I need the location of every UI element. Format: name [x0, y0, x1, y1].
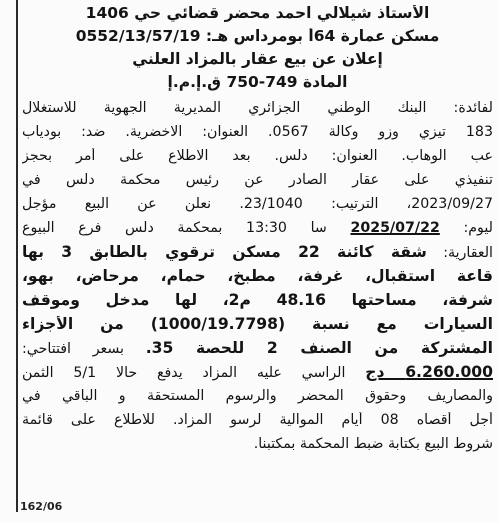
- body-line-15: شروط البيع بكتابة ضبط المحكمة بمكتبنا.: [253, 436, 493, 452]
- body-line-14: أجل أقصاه 08 أيام الموالية لرسو المزاد. للاطلاع على قائمة: [22, 412, 493, 428]
- body-line-5: 2023/09/27، الترتيب: 23/1040. نعلن عن البيع مؤجل: [22, 196, 493, 212]
- sale-time-court: سا 13:30 بمحكمة دلس فرع البيوع: [22, 220, 351, 236]
- body-line-10: السيارات مع نسبة (1000/19.7798) من الأجزاء: [22, 316, 493, 333]
- opening-price-label: بسعر افتتاحي:: [22, 341, 146, 357]
- payment-terms: الراسي عليه المزاد يدفع حالا 5/1 الثمن: [22, 365, 366, 381]
- opening-price: 6.260.000 دج: [365, 364, 493, 381]
- body-line-1: لفائدة: البنك الوطني الجزائري المديرية الجهوية للاستغلال: [22, 100, 493, 116]
- body-line-6: [22, 220, 493, 236]
- body-line-3: عب الوهاب. العنوان: دلس. بعد الاطلاع على أمر بحجز: [22, 148, 493, 164]
- body-line-8: قاعة استقبال، غرفة، مطبخ، حمام، مرحاض، بهو،: [22, 268, 493, 285]
- sale-date-label: ليوم:: [439, 220, 493, 236]
- body-line-2: 183 تيزي وزو وكالة 0567. العنوان: الاخضرية. ضد: بودياب: [22, 124, 493, 140]
- body-line-12: [22, 364, 493, 382]
- header-line-title: إعلان عن بيع عقار بالمزاد العلني: [132, 51, 383, 68]
- header-line-bailiff: الأستاذ شيلالي احمد محضر قضائي حي 1406: [85, 5, 430, 22]
- header-line-address: مسكن عمارة 64أ بومرداس هـ: 0552/13/57/19: [75, 28, 440, 45]
- property-label: العقارية:: [426, 245, 493, 261]
- body-line-4: تنفيذي على عقار الصادر عن رئيس محكمة دلس في: [22, 172, 493, 188]
- body-line-7: [22, 244, 493, 262]
- header-line-article: المادة 749-750 ق.إ.م.إ: [167, 74, 348, 91]
- body-line-13: والمصاريف وحقوق المحضر والرسوم المستحقة و الباقي في: [22, 388, 493, 404]
- property-description-start: شقة كائنة 22 مسكن ترقوي بالطابق 3 بها: [22, 244, 427, 261]
- left-border-rule: [16, 0, 18, 512]
- reference-code: 162/06: [20, 500, 63, 513]
- common-parts-share: المشتركة من الصنف 2 للحصة 35.: [145, 340, 493, 357]
- body-line-9: شرفة، مساحتها 48.16 م2، لها مدخل وموقف: [22, 292, 493, 309]
- body-line-11: [22, 340, 493, 358]
- sale-date: 2025/07/22: [350, 220, 440, 236]
